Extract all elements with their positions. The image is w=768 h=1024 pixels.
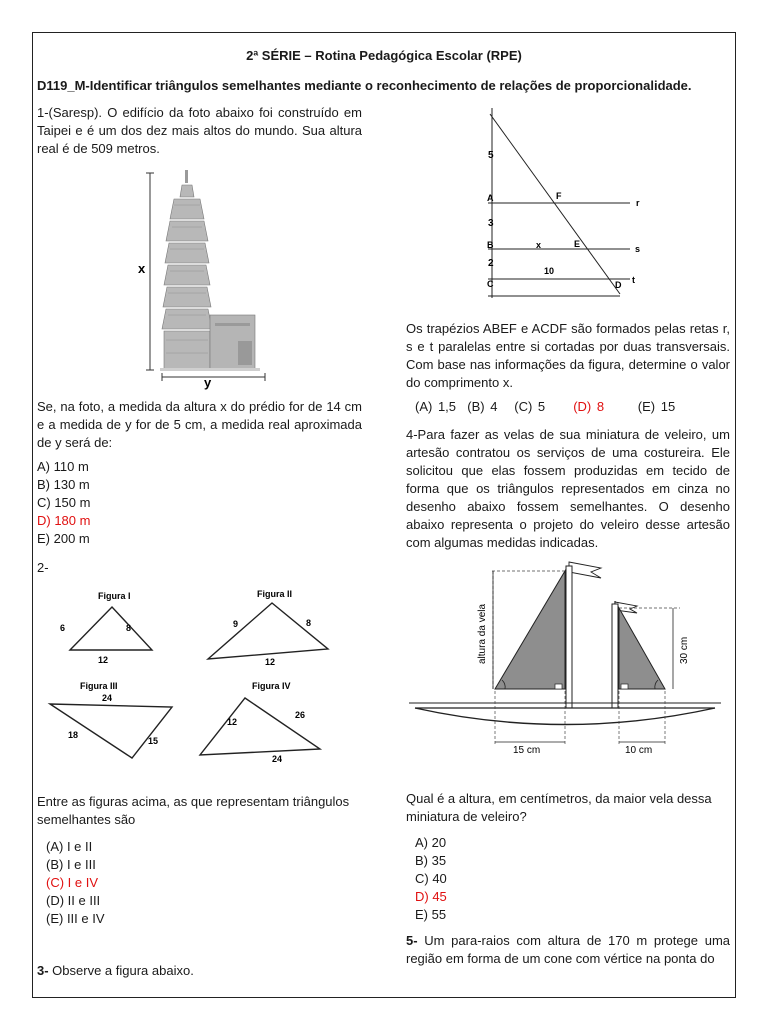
svg-text:8: 8 [306, 618, 312, 628]
q3-option-e: (E) 15 [637, 399, 676, 414]
figura-iv-label: Figura IV [252, 681, 291, 691]
label-10cm: 10 cm [625, 745, 653, 756]
svg-text:9: 9 [233, 619, 239, 629]
svg-text:B: B [487, 240, 494, 250]
q3-option-d-correct: (D) 8 [573, 399, 605, 414]
svg-text:x: x [536, 240, 542, 250]
q1-options [37, 458, 90, 548]
label-y: y [204, 375, 212, 390]
label-altura-vela: altura da vela [477, 603, 488, 664]
sailboat-drawing [405, 556, 725, 756]
q5-text: 5- Um para-raios com altura de 170 m protege uma região em forma de um cone com vértice na ponta do [406, 933, 730, 966]
q1-option-b: B) 130 m [37, 477, 90, 492]
svg-text:12: 12 [98, 655, 109, 665]
q2-number: 2- [37, 560, 49, 575]
label-15cm: 15 cm [513, 745, 541, 756]
svg-text:10: 10 [544, 266, 555, 276]
q3-option-a: (A) 1,5 [415, 399, 457, 414]
q2-option-d: (D) II e III [46, 893, 101, 908]
q1-option-e: E) 200 m [37, 531, 90, 546]
taipei-tower-photo [130, 165, 370, 390]
svg-text:6: 6 [60, 623, 66, 633]
svg-text:t: t [632, 275, 635, 285]
q2-option-a: (A) I e II [46, 839, 93, 854]
q4-options [415, 834, 447, 924]
label-x: x [138, 261, 146, 276]
svg-text:24: 24 [272, 754, 283, 764]
q2-option-c-correct: (C) I e IV [46, 875, 99, 890]
svg-text:2: 2 [488, 258, 494, 269]
svg-text:15: 15 [148, 736, 159, 746]
svg-text:12: 12 [227, 717, 238, 727]
svg-text:F: F [556, 191, 562, 201]
parallel-lines-diagram [480, 106, 650, 301]
q3-option-c: (C) 5 [514, 399, 546, 414]
svg-text:3: 3 [488, 218, 494, 229]
q1-option-c: C) 150 m [37, 495, 91, 510]
label-30cm: 30 cm [679, 636, 690, 664]
q1-question: Se, na foto, a medida da altura x do prédio for de 14 cm e a medida de y for de 5 cm, a medida real aproximada de y será de: [37, 399, 362, 450]
q3-intro: 3- Observe a figura abaixo. [37, 963, 194, 978]
figura-ii-label: Figura II [257, 589, 293, 599]
q3-question: Os trapézios ABEF e ACDF são formados pelas retas r, s e t paralelas entre si cortadas por duas transversais. Com base nas informações da figura, determine o valor do comprimento x. [406, 321, 730, 390]
svg-text:26: 26 [295, 710, 306, 720]
figura-iii-label: Figura III [80, 681, 118, 691]
svg-text:12: 12 [265, 657, 276, 667]
q4-option-c: C) 40 [415, 871, 447, 886]
q4-option-e: E) 55 [415, 907, 447, 922]
q2-option-b: (B) I e III [46, 857, 96, 872]
q2-option-e: (E) III e IV [46, 911, 105, 926]
q3-options [415, 398, 735, 416]
svg-text:D: D [615, 280, 622, 290]
q3-option-b: (B) 4 [467, 399, 498, 414]
q4-intro: 4-Para fazer as velas de sua miniatura de veleiro, um artesão contratou os serviços de uma costureira. Ele solicitou que elas fossem produzidas em tecido de forma que os triângulos representados em cinza no desenho abaixo fossem semelhantes. O desenho abaixo representa o projeto do veleiro desse artesão com algumas medidas indicadas. [406, 427, 730, 550]
svg-text:C: C [487, 279, 494, 289]
q4-option-b: B) 35 [415, 853, 447, 868]
q4-option-d-correct: D) 45 [415, 889, 447, 904]
q2-question: Entre as figuras acima, as que representam triângulos semelhantes são [37, 794, 350, 827]
svg-text:8: 8 [126, 623, 132, 633]
svg-text:24: 24 [102, 693, 113, 703]
svg-text:s: s [635, 244, 641, 254]
svg-text:r: r [636, 198, 640, 208]
svg-text:5: 5 [488, 150, 494, 161]
page-title: 2ª SÉRIE – Rotina Pedagógica Escolar (RPE) [246, 48, 522, 63]
figura-i-label: Figura I [98, 591, 131, 601]
q2-triangles-figure [40, 585, 370, 775]
q4-question: Qual é a altura, em centímetros, da maior vela dessa miniatura de veleiro? [406, 791, 712, 824]
skill-descriptor: D119_M-Identificar triângulos semelhantes mediante o reconhecimento de relações de proporcionalidade. [37, 78, 692, 93]
svg-text:18: 18 [68, 730, 79, 740]
svg-text:A: A [487, 193, 494, 203]
q4-option-a: A) 20 [415, 835, 447, 850]
svg-text:E: E [574, 239, 581, 249]
q1-option-d-correct: D) 180 m [37, 513, 91, 528]
q1-intro: 1-(Saresp). O edifício da foto abaixo foi construído em Taipei e é um dos dez mais altos do mundo. Sua altura real é de 509 metros. [37, 105, 362, 156]
q2-options [46, 838, 105, 928]
q1-option-a: A) 110 m [37, 459, 89, 474]
